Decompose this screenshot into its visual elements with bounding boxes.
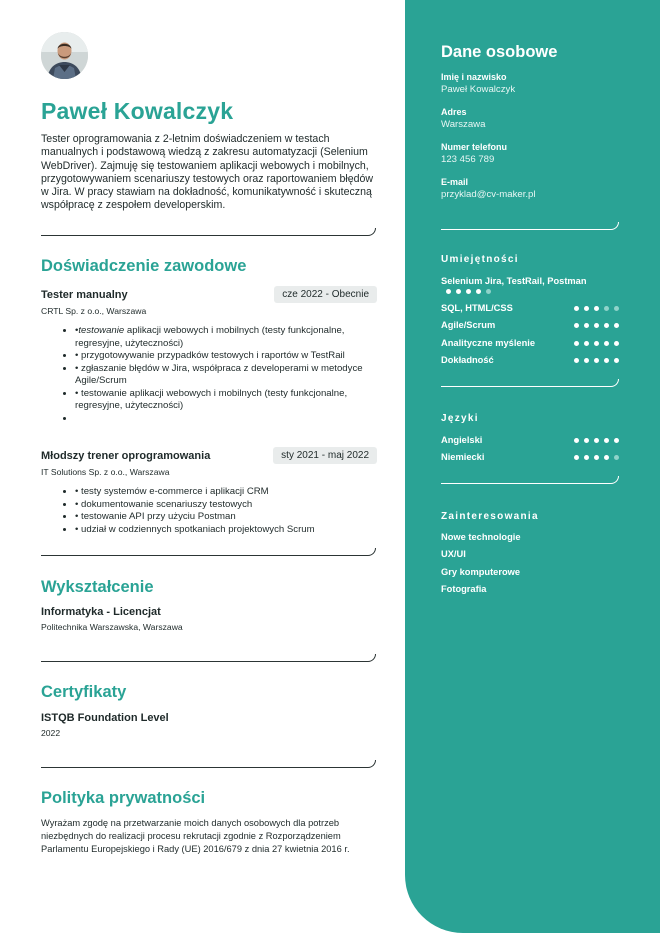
skill-level (574, 323, 624, 329)
list-item: • • zgłaszanie błędów w Jira, współpraca z developerami w metodyce Agile/Scrum (75, 363, 377, 388)
rating-dot-filled (604, 323, 609, 328)
certificate-entry (41, 712, 377, 738)
list-item: • • udział w codziennych spotkaniach projektowych Scrum (75, 524, 377, 537)
privacy-clause: Wyrażam zgodę na przetwarzanie moich danych osobowych dla potrzeb niezbędnych do realizacji procesu rekrutacji zgodnie z Rozporządzeniem Parlamentu Europejskiego i Rady (UE) 2016/679 z dnia 27 kwietnia 2016 r. (41, 818, 350, 854)
list-item: • • testy systemów e-commerce i aplikacji CRM (75, 486, 377, 499)
list-item: • • testowanie aplikacji webowych i mobilnych (testy funkcjonalne, regresyjne, użyteczności) (75, 388, 377, 413)
sidebar (405, 0, 660, 933)
rating-dot-filled (574, 438, 579, 443)
candidate-name: Paweł Kowalczyk (41, 98, 234, 124)
section-divider (41, 654, 376, 662)
rating-dot-filled (594, 341, 599, 346)
rating-dot-filled (574, 455, 579, 460)
skill-item (441, 338, 619, 350)
job-title: Tester manualny (41, 288, 128, 301)
language-name: Angielski (441, 435, 483, 445)
rating-dot-filled (614, 323, 619, 328)
interest-item: UX/UI (441, 549, 466, 559)
rating-dot-empty (604, 306, 609, 311)
email-value: przyklad@cv-maker.pl (441, 189, 536, 200)
skill-name: Dokładność (441, 355, 494, 365)
rating-dot-filled (584, 306, 589, 311)
job-company: IT Solutions Sp. z o.o., Warszawa (41, 467, 170, 477)
skill-level (574, 341, 624, 347)
avatar (41, 32, 88, 79)
rating-dot-filled (584, 341, 589, 346)
skill-name: Agile/Scrum (441, 320, 496, 330)
list-item: • • dokumentowanie scenariuszy testowych (75, 499, 377, 512)
skill-level (574, 358, 624, 364)
language-item (441, 435, 619, 447)
education-title: Wykształcenie (41, 578, 154, 596)
list-item: • •testowanie aplikacji webowych i mobilnych (testy funkcjonalne, regresyjne, użyteczności) (75, 325, 377, 350)
skill-item (441, 355, 619, 367)
skill-item (441, 303, 619, 315)
rating-dot-filled (614, 358, 619, 363)
person-photo-icon (41, 32, 88, 79)
rating-dot-filled (476, 289, 481, 294)
rating-dot-filled (574, 323, 579, 328)
skill-level (574, 306, 624, 312)
rating-dot-filled (584, 323, 589, 328)
rating-dot-filled (604, 341, 609, 346)
certificates-title: Certyfikaty (41, 683, 127, 701)
sidebar-divider (441, 222, 619, 230)
privacy-title: Polityka prywatności (41, 789, 206, 807)
language-item (441, 452, 619, 464)
section-divider (41, 760, 376, 768)
personal-data-title: Dane osobowe (441, 43, 558, 61)
rating-dot-empty (486, 289, 491, 294)
job-dates: sty 2021 - maj 2022 (273, 447, 377, 464)
rating-dot-filled (456, 289, 461, 294)
education-entry (41, 606, 377, 632)
rating-dot-empty (614, 306, 619, 311)
profile-summary: Tester oprogramowania z 2-letnim doświadczeniem w testach manualnych i podstawową wiedzą z zakresu automatyzacji (Selenium WebDriver). Zajmuję się testowaniem aplikacji webowych i mobilnych, przygotowywaniem scenariuszy testowych oraz raportowaniem błędów w Jira. W pracy stawiam na dokładność, komunikatywność i skuteczną współpracę z zespołem developerskim. (41, 133, 374, 212)
phone-value: 123 456 789 (441, 154, 495, 165)
rating-dot-filled (614, 438, 619, 443)
rating-dot-filled (594, 455, 599, 460)
degree-name: Informatyka - Licencjat (41, 606, 161, 618)
interest-item: Gry komputerowe (441, 567, 521, 577)
job-company: CRTL Sp. z o.o., Warszawa (41, 306, 147, 316)
rating-dot-filled (594, 306, 599, 311)
rating-dot-filled (594, 323, 599, 328)
address-label: Adres (441, 107, 467, 117)
experience-title: Doświadczenie zawodowe (41, 257, 247, 275)
rating-dot-filled (584, 438, 589, 443)
rating-dot-filled (574, 306, 579, 311)
languages-title: Języki (441, 413, 479, 424)
language-level (574, 438, 624, 444)
rating-dot-empty (614, 455, 619, 460)
certificate-name: ISTQB Foundation Level (41, 712, 169, 724)
skill-name: Selenium Jira, TestRail, Postman (441, 276, 587, 286)
section-divider (41, 228, 376, 236)
sidebar-divider (441, 379, 619, 387)
rating-dot-filled (446, 289, 451, 294)
list-item (75, 413, 377, 426)
rating-dot-filled (604, 455, 609, 460)
rating-dot-filled (604, 438, 609, 443)
skill-name: Analityczne myślenie (441, 338, 536, 348)
certificate-year: 2022 (41, 728, 61, 738)
list-item: • • testowanie API przy użyciu Postman (75, 511, 377, 524)
address-value: Warszawa (441, 119, 486, 130)
language-name: Niemiecki (441, 452, 485, 462)
rating-dot-filled (594, 438, 599, 443)
rating-dot-filled (584, 455, 589, 460)
rating-dot-filled (466, 289, 471, 294)
skill-item (441, 276, 619, 288)
interests-title: Zainteresowania (441, 511, 539, 522)
job-dates: cze 2022 - Obecnie (274, 286, 377, 303)
school-name: Politechnika Warszawska, Warszawa (41, 622, 183, 632)
rating-dot-filled (614, 341, 619, 346)
language-level (574, 455, 624, 461)
job-entry (41, 447, 377, 536)
name-label: Imię i nazwisko (441, 72, 507, 82)
rating-dot-filled (574, 358, 579, 363)
skill-level (446, 289, 496, 295)
rating-dot-filled (594, 358, 599, 363)
phone-label: Numer telefonu (441, 142, 508, 152)
rating-dot-filled (584, 358, 589, 363)
rating-dot-filled (574, 341, 579, 346)
skills-title: Umiejętności (441, 254, 519, 265)
name-value: Paweł Kowalczyk (441, 84, 516, 95)
email-label: E-mail (441, 177, 469, 187)
skill-item (441, 320, 619, 332)
sidebar-divider (441, 476, 619, 484)
job-title: Młodszy trener oprogramowania (41, 449, 211, 462)
job-duties (41, 325, 377, 425)
job-duties (41, 486, 377, 536)
job-entry (41, 286, 377, 425)
rating-dot-filled (604, 358, 609, 363)
skill-name: SQL, HTML/CSS (441, 303, 513, 313)
interest-item: Fotografia (441, 584, 487, 594)
interest-item: Nowe technologie (441, 532, 521, 542)
list-item: • • przygotowywanie przypadków testowych i raportów w TestRail (75, 350, 377, 363)
section-divider (41, 548, 376, 556)
